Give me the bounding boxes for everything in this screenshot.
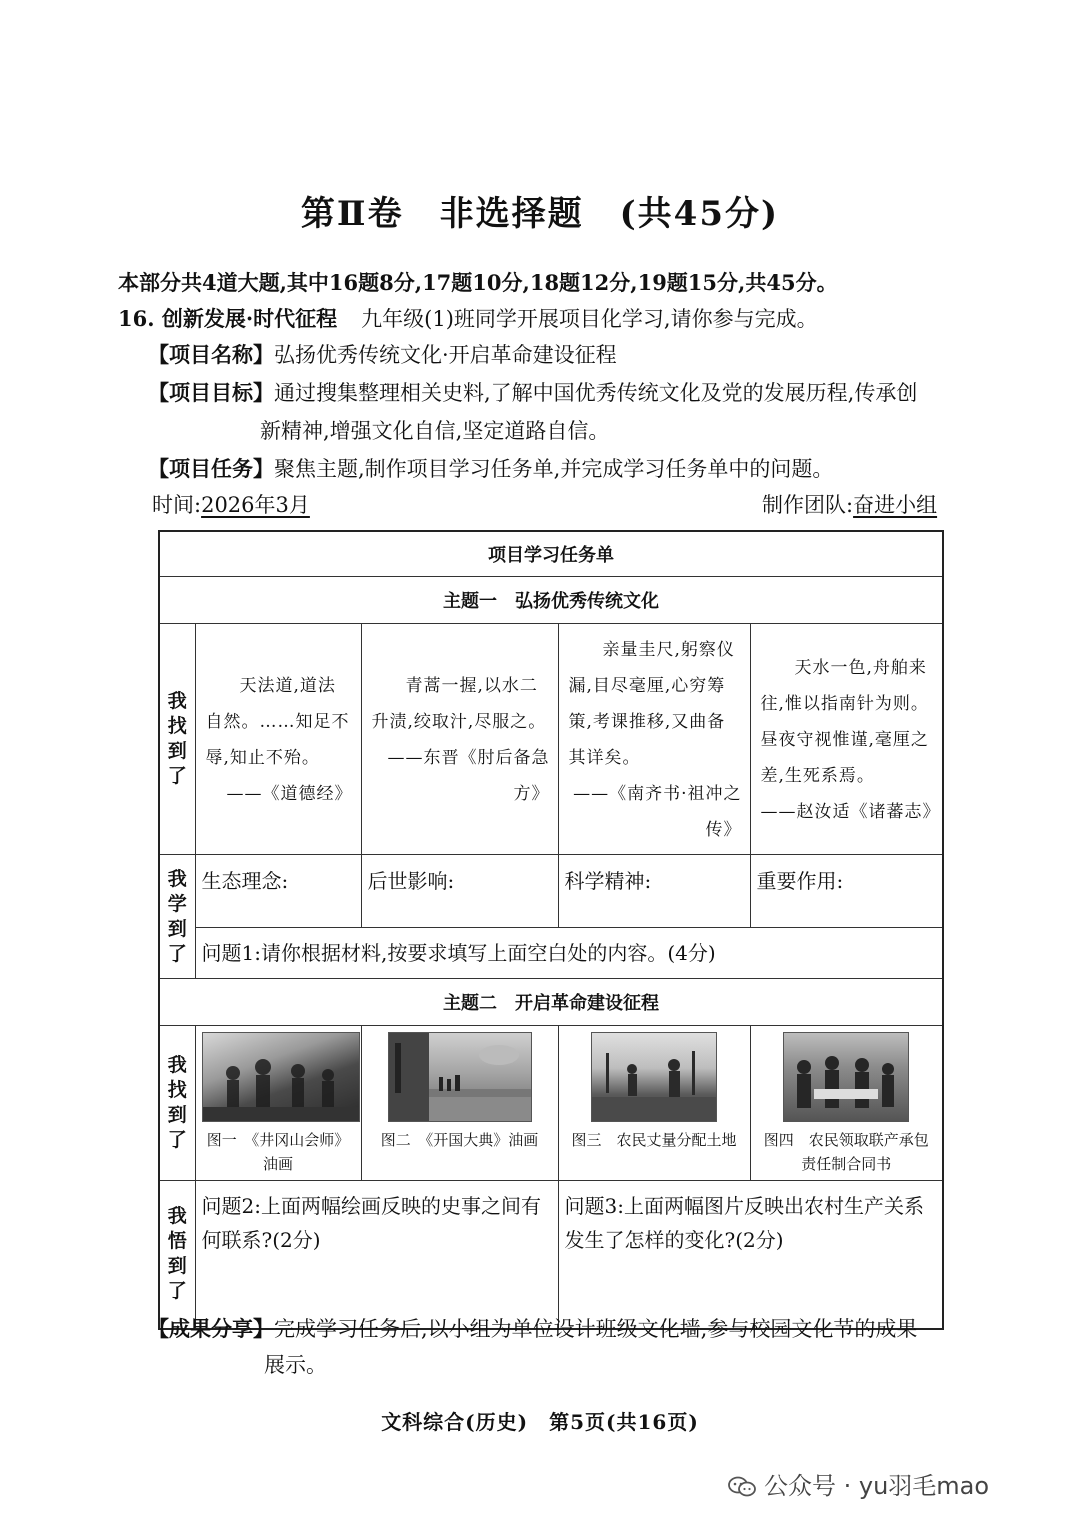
- time-label: 时间:: [152, 493, 202, 517]
- question-1: 问题1:请你根据材料,按要求填写上面空白处的内容。(4分): [195, 928, 943, 979]
- learn-field-3[interactable]: 科学精神:: [558, 855, 750, 928]
- project-task-value: 聚焦主题,制作项目学习任务单,并完成学习任务单中的问题。: [274, 457, 834, 481]
- picture-4-caption: 图四 农民领取联产承包责任制合同书: [763, 1131, 929, 1173]
- jinggangshan-painting-image: [202, 1032, 360, 1122]
- source-3-text: 亲量圭尺,躬察仪漏,目尽毫厘,心穷筹策,考课推移,又曲备其详矣。: [568, 640, 735, 768]
- source-2-text: 青蒿一握,以水二升渍,绞取汁,尽服之。: [371, 676, 547, 732]
- project-task-label: 【项目任务】: [148, 456, 274, 481]
- question-2[interactable]: 问题2:上面两幅绘画反映的史事之间有何联系?(2分): [195, 1181, 558, 1329]
- source-1: [195, 624, 361, 855]
- realized-label: 我悟到了: [159, 1181, 195, 1329]
- share: [148, 1314, 917, 1344]
- picture-4: [750, 1026, 943, 1181]
- founding-ceremony-painting-image: [388, 1032, 532, 1122]
- source-2-cite: ——东晋《肘后备急方》: [387, 748, 550, 804]
- question-text: 九年级(1)班同学开展项目化学习,请你参与完成。: [361, 307, 818, 331]
- page-footer: 文科综合(历史) 第5页(共16页): [381, 1410, 699, 1434]
- task-sheet-table: [158, 530, 944, 1330]
- source-1-text: 天法道,道法自然。……知足不辱,知止不殆。: [205, 676, 350, 768]
- project-goal-label: 【项目目标】: [148, 380, 274, 405]
- learn-field-2[interactable]: 后世影响:: [361, 855, 558, 928]
- source-4-cite: ——赵汝适《诸蕃志》: [760, 802, 941, 822]
- share-label: 【成果分享】: [148, 1316, 274, 1341]
- project-goal: [148, 378, 917, 408]
- team-label: 制作团队:: [762, 493, 854, 517]
- picture-3: [558, 1026, 750, 1181]
- project-name-label: 【项目名称】: [148, 342, 274, 367]
- picture-2-caption: 图二 《开国大典》油画: [380, 1131, 539, 1149]
- project-goal-line2: 新精神,增强文化自信,坚定道路自信。: [260, 419, 610, 443]
- source-3-cite: ——《南齐书·祖冲之传》: [573, 784, 742, 840]
- learn-field-4[interactable]: 重要作用:: [750, 855, 943, 928]
- project-name-value: 弘扬优秀传统文化·开启革命建设征程: [274, 343, 617, 367]
- project-name: [148, 340, 617, 370]
- project-time: [152, 490, 310, 520]
- share-line1: 完成学习任务后,以小组为单位设计班级文化墙,参与校园文化节的成果: [274, 1317, 918, 1341]
- source-1-cite: ——《道德经》: [226, 784, 353, 804]
- source-4-text: 天水一色,舟舶来往,惟以指南针为则。昼夜守视惟谨,毫厘之差,生死系焉。: [760, 658, 929, 786]
- found-label-1: 我找到了: [159, 624, 195, 855]
- watermark-text: 公众号 · yu羽毛mao: [764, 1472, 990, 1500]
- project-task: [148, 454, 833, 484]
- project-goal-line1: 通过搜集整理相关史料,了解中国优秀传统文化及党的发展历程,传承创: [274, 381, 918, 405]
- theme2-title: 主题二 开启革命建设征程: [159, 979, 943, 1026]
- question-16: [118, 304, 818, 334]
- project-team: [762, 490, 937, 520]
- team-value: 奋进小组: [853, 493, 938, 517]
- found-label-2: 我找到了: [159, 1026, 195, 1181]
- source-2: [361, 624, 558, 855]
- theme1-title: 主题一 弘扬优秀传统文化: [159, 577, 943, 624]
- learn-field-1[interactable]: 生态理念:: [195, 855, 361, 928]
- contract-collection-photo-image: [783, 1032, 909, 1122]
- watermark: [728, 1466, 989, 1501]
- question-label: 16. 创新发展·时代征程: [118, 306, 338, 331]
- land-measurement-photo-image: [591, 1032, 717, 1122]
- wechat-icon: [728, 1476, 756, 1498]
- source-3: [558, 624, 750, 855]
- section-title: 第Ⅱ卷 非选择题 (共45分): [300, 194, 780, 234]
- picture-2: [361, 1026, 558, 1181]
- section-intro: 本部分共4道大题,其中16题8分,17题10分,18题12分,19题15分,共45分。: [118, 270, 838, 295]
- learned-label: 我学到了: [159, 855, 195, 979]
- picture-3-caption: 图三 农民丈量分配土地: [571, 1131, 737, 1149]
- time-value: 2026年3月: [201, 493, 310, 517]
- picture-1: [195, 1026, 361, 1181]
- source-4: [750, 624, 943, 855]
- sheet-title: 项目学习任务单: [159, 531, 943, 577]
- picture-1-caption: 图一 《井冈山会师》油画: [206, 1131, 350, 1173]
- share-line2: 展示。: [264, 1353, 327, 1377]
- question-3[interactable]: 问题3:上面两幅图片反映出农村生产关系发生了怎样的变化?(2分): [558, 1181, 943, 1329]
